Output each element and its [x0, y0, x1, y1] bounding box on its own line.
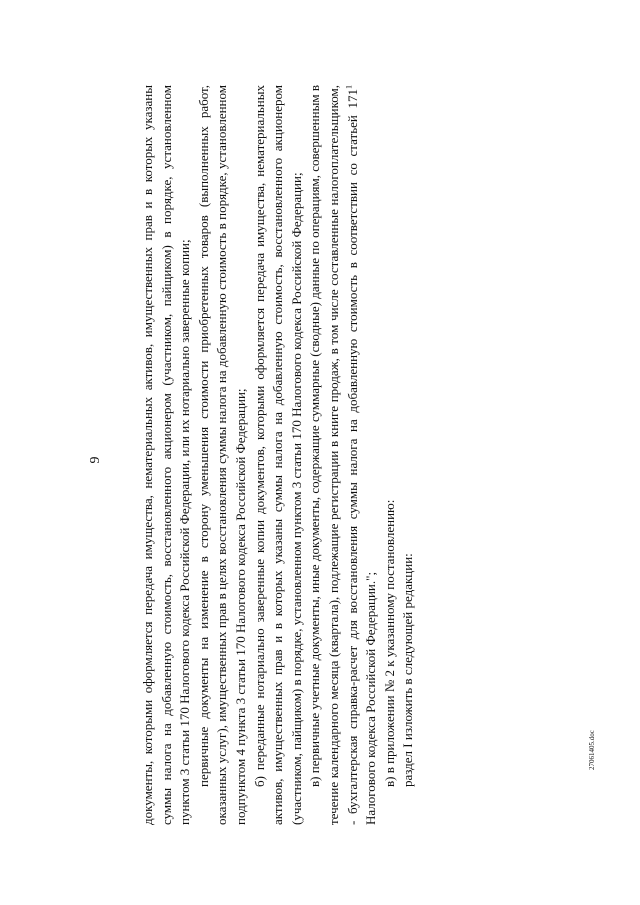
- paragraph-v-primary-tail: Налогового кодекса Российской Федерации.";: [363, 571, 379, 825]
- body-text: [139, 85, 418, 825]
- article-superscript: 1: [344, 85, 354, 89]
- paragraph-documents: документы, которыми оформляется передача имущества, нематериальных активов, имущественных прав и в которых указаны суммы налога на добавленную стоимость, восстановленного акционером (участником, пайщиком) в порядке, установленном пунктом 3 статьи 170 Налогового кодекса Российской Федерации, или их нотариально заверенные копии;: [140, 85, 193, 825]
- page-number: 9: [88, 456, 103, 464]
- rotated-page: [87, 15, 416, 905]
- paragraph-primary-documents: первичные документы на изменение в сторону уменьшения стоимости приобретенных товаров (выполненных работ, оказанных услуг), имущественных прав в целях восстановления суммы налога на добавленную стоимость в порядке, установленном подпунктом 4 пункта 3 статьи 170 Налогового кодекса Российской Федерации;: [195, 85, 248, 825]
- paragraph-v-appendix: в) в приложении № 2 к указанному постановлению:: [381, 499, 397, 787]
- footer-doc-code: 27061405.doc: [588, 730, 596, 770]
- paragraph-v-primary: [306, 85, 380, 825]
- paragraph-v-primary-text: в) первичные учетные документы, иные документы, содержащие суммарные (сводные) данные по операциям, совершенным в течение календарного месяца (квартала), подлежащие регистрации в книге продаж, в том числе составленные налогоплательщиком, - бухгалтерская справка-расчет для восстановления суммы налога на добавленную стоимость в соответствии со статьей 171: [307, 85, 360, 825]
- paragraph-b: б) переданные нотариально заверенные копии документов, которыми оформляется передача имущества, нематериальных активов, имущественных прав и в которых указаны суммы налога на добавленную стоимость, восстановленного акционером (участником, пайщиком) в порядке, установленном пунктом 3 статьи 170 Налогового кодекса Российской Федерации;: [251, 85, 304, 825]
- paragraph-section-one: раздел I изложить в следующей редакции:: [400, 553, 416, 787]
